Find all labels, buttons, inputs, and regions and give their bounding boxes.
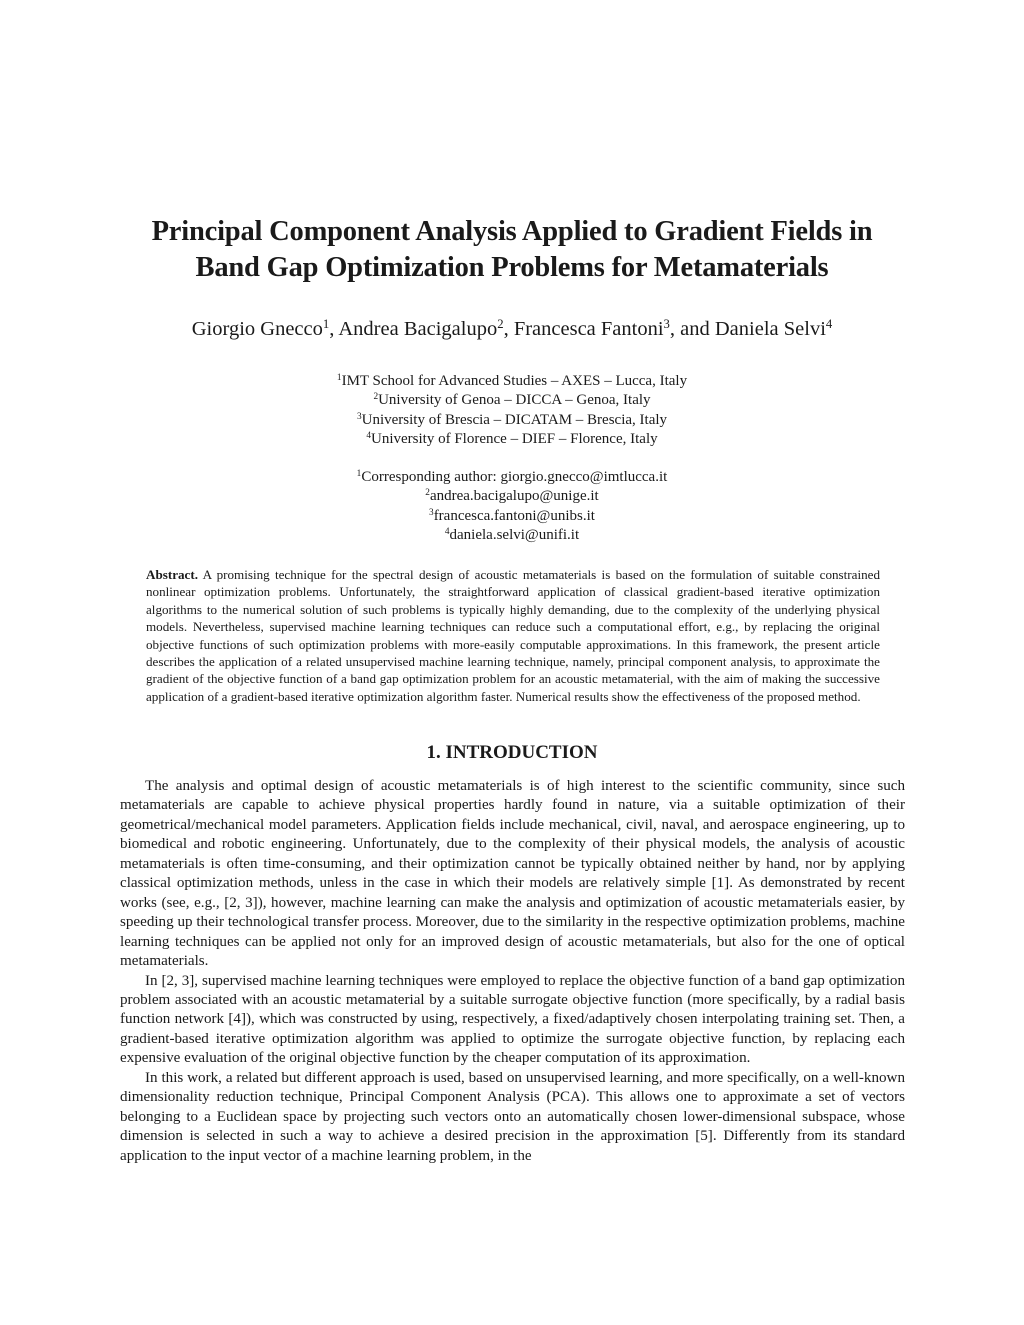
author-name: Giorgio Gnecco [191, 318, 323, 340]
affiliation-text: IMT School for Advanced Studies – AXES – Lucca, Italy [341, 373, 688, 389]
author-separator: , [503, 318, 514, 340]
affiliation-line [120, 391, 904, 410]
email-sup: 2 [425, 488, 430, 499]
section-body [120, 777, 905, 1166]
title-line-2: Band Gap Optimization Problems for Metamaterials [195, 252, 829, 283]
body-paragraph: The analysis and optimal design of acoustic metamaterials is of high interest to the scientific community, since such metamaterials are capable to achieve physical properties hardly found in nature, via a suitable optimization of their geometrical/mechanical model parameters. Application fields include mechanical, civil, naval, and aerospace engineering, up to biomedical and robotic engineering. Unfortunately, due to the complexity of their physical models, the analysis of acoustic metamaterials is often time-consuming, and their optimization cannot be typically obtained neither by hand, nor by applying classical optimization methods, unless in the case in which their models are relatively simple [1]. As demonstrated by recent works (see, e.g., [2, 3]), however, machine learning can make the analysis and optimization of acoustic metamaterials easier, by speeding up their technological transfer process. Moreover, due to the similarity in the respective optimization problems, machine learning techniques can be applied not only for an improved design of acoustic metamaterials, but also for the one of optical metamaterials. [120, 778, 905, 970]
author-separator: , [329, 318, 339, 340]
affiliation-sup: 4 [366, 430, 372, 441]
title-line-1: Principal Component Analysis Applied to Gradient Fields in [151, 216, 873, 247]
affiliation-sup: 2 [373, 392, 379, 403]
email-list [120, 468, 904, 545]
affiliation-sup: 3 [356, 411, 362, 422]
section-heading: 1. INTRODUCTION [426, 742, 598, 763]
abstract-label: Abstract. [146, 567, 198, 582]
email-sup: 1 [356, 468, 362, 479]
affiliation-line [120, 372, 904, 391]
body-paragraph: In this work, a related but different approach is used, based on unsupervised learning, and more specifically, on a well-known dimensionality reduction technique, Principal Component Analysis (PCA). This allows one to approximate a set of vectors belonging to a Euclidean space by projecting such vectors onto an automatically chosen lower-dimensional subspace, whose dimension is selected in such a way to achieve a desired precision in the approximation [5]. Differently from its standard application to the input vector of a machine learning problem, in the [120, 1069, 905, 1164]
author-sup: 3 [663, 317, 670, 332]
abstract [146, 566, 880, 705]
author-separator: , and [669, 318, 715, 340]
email-text: francesca.fantoni@unibs.it [433, 507, 595, 524]
affiliation-sup: 1 [336, 372, 342, 383]
affiliation-text: University of Brescia – DICATAM – Brescia, Italy [361, 411, 668, 428]
affiliation-line [120, 430, 904, 449]
email-line [120, 507, 904, 526]
affiliation-text: University of Genoa – DICCA – Genoa, Italy [378, 392, 651, 409]
email-line [120, 468, 904, 487]
body-paragraph: In [2, 3], supervised machine learning techniques were employed to replace the objective function of a band gap optimization problem associated with an acoustic metamaterial by a suitable surrogate objective function (more specifically, by a radial basis function network [4]), which was constructed by using, respectively, a fixed/adaptively chosen interpolating training set. Then, a gradient-based iterative optimization algorithm was applied to optimize the surrogate objective function, by replacing each expensive evaluation of the original objective function by the cheaper computation of its approximation. [120, 972, 905, 1067]
email-text: daniela.selvi@unifi.it [449, 526, 580, 543]
email-sup: 4 [444, 526, 450, 537]
abstract-text: A promising technique for the spectral design of acoustic metamaterials is based on the formulation of suitable constrained nonlinear optimization problems. Unfortunately, the straightforward application of classical gradient-based iterative optimization algorithms to the numerical solution of such problems is typically highly demanding, due to the complexity of the underlying physical models. Nevertheless, supervised machine learning techniques can reduce such a computational effort, e.g., by replacing the original objective functions of such optimization problems with more-easily computable approximations. In this framework, the present article describes the application of a related unsupervised machine learning technique, namely, principal component analysis, to approximate the gradient of the objective function of a band gap optimization problem for an acoustic metamaterial, with the aim of making the successive application of a gradient-based iterative optimization algorithm faster. Numerical results show the effectiveness of the proposed method. [146, 567, 880, 704]
email-text: Corresponding author: giorgio.gnecco@imtlucca.it [361, 469, 668, 485]
author-name: Andrea Bacigalupo [338, 318, 498, 340]
affiliation-line [120, 411, 904, 430]
author-sup: 1 [322, 317, 330, 332]
email-line [120, 487, 904, 506]
author-sup: 4 [825, 317, 833, 332]
author-list [120, 316, 904, 342]
email-line [120, 526, 904, 545]
author-sup: 2 [497, 317, 504, 332]
email-text: andrea.bacigalupo@unige.it [429, 488, 599, 505]
affiliation-list [120, 372, 904, 449]
paper-title [110, 214, 914, 286]
email-sup: 3 [429, 507, 434, 518]
affiliation-text: University of Florence – DIEF – Florence, Italy [371, 430, 658, 447]
author-name: Francesca Fantoni [513, 318, 664, 340]
author-name: Daniela Selvi [714, 318, 826, 340]
